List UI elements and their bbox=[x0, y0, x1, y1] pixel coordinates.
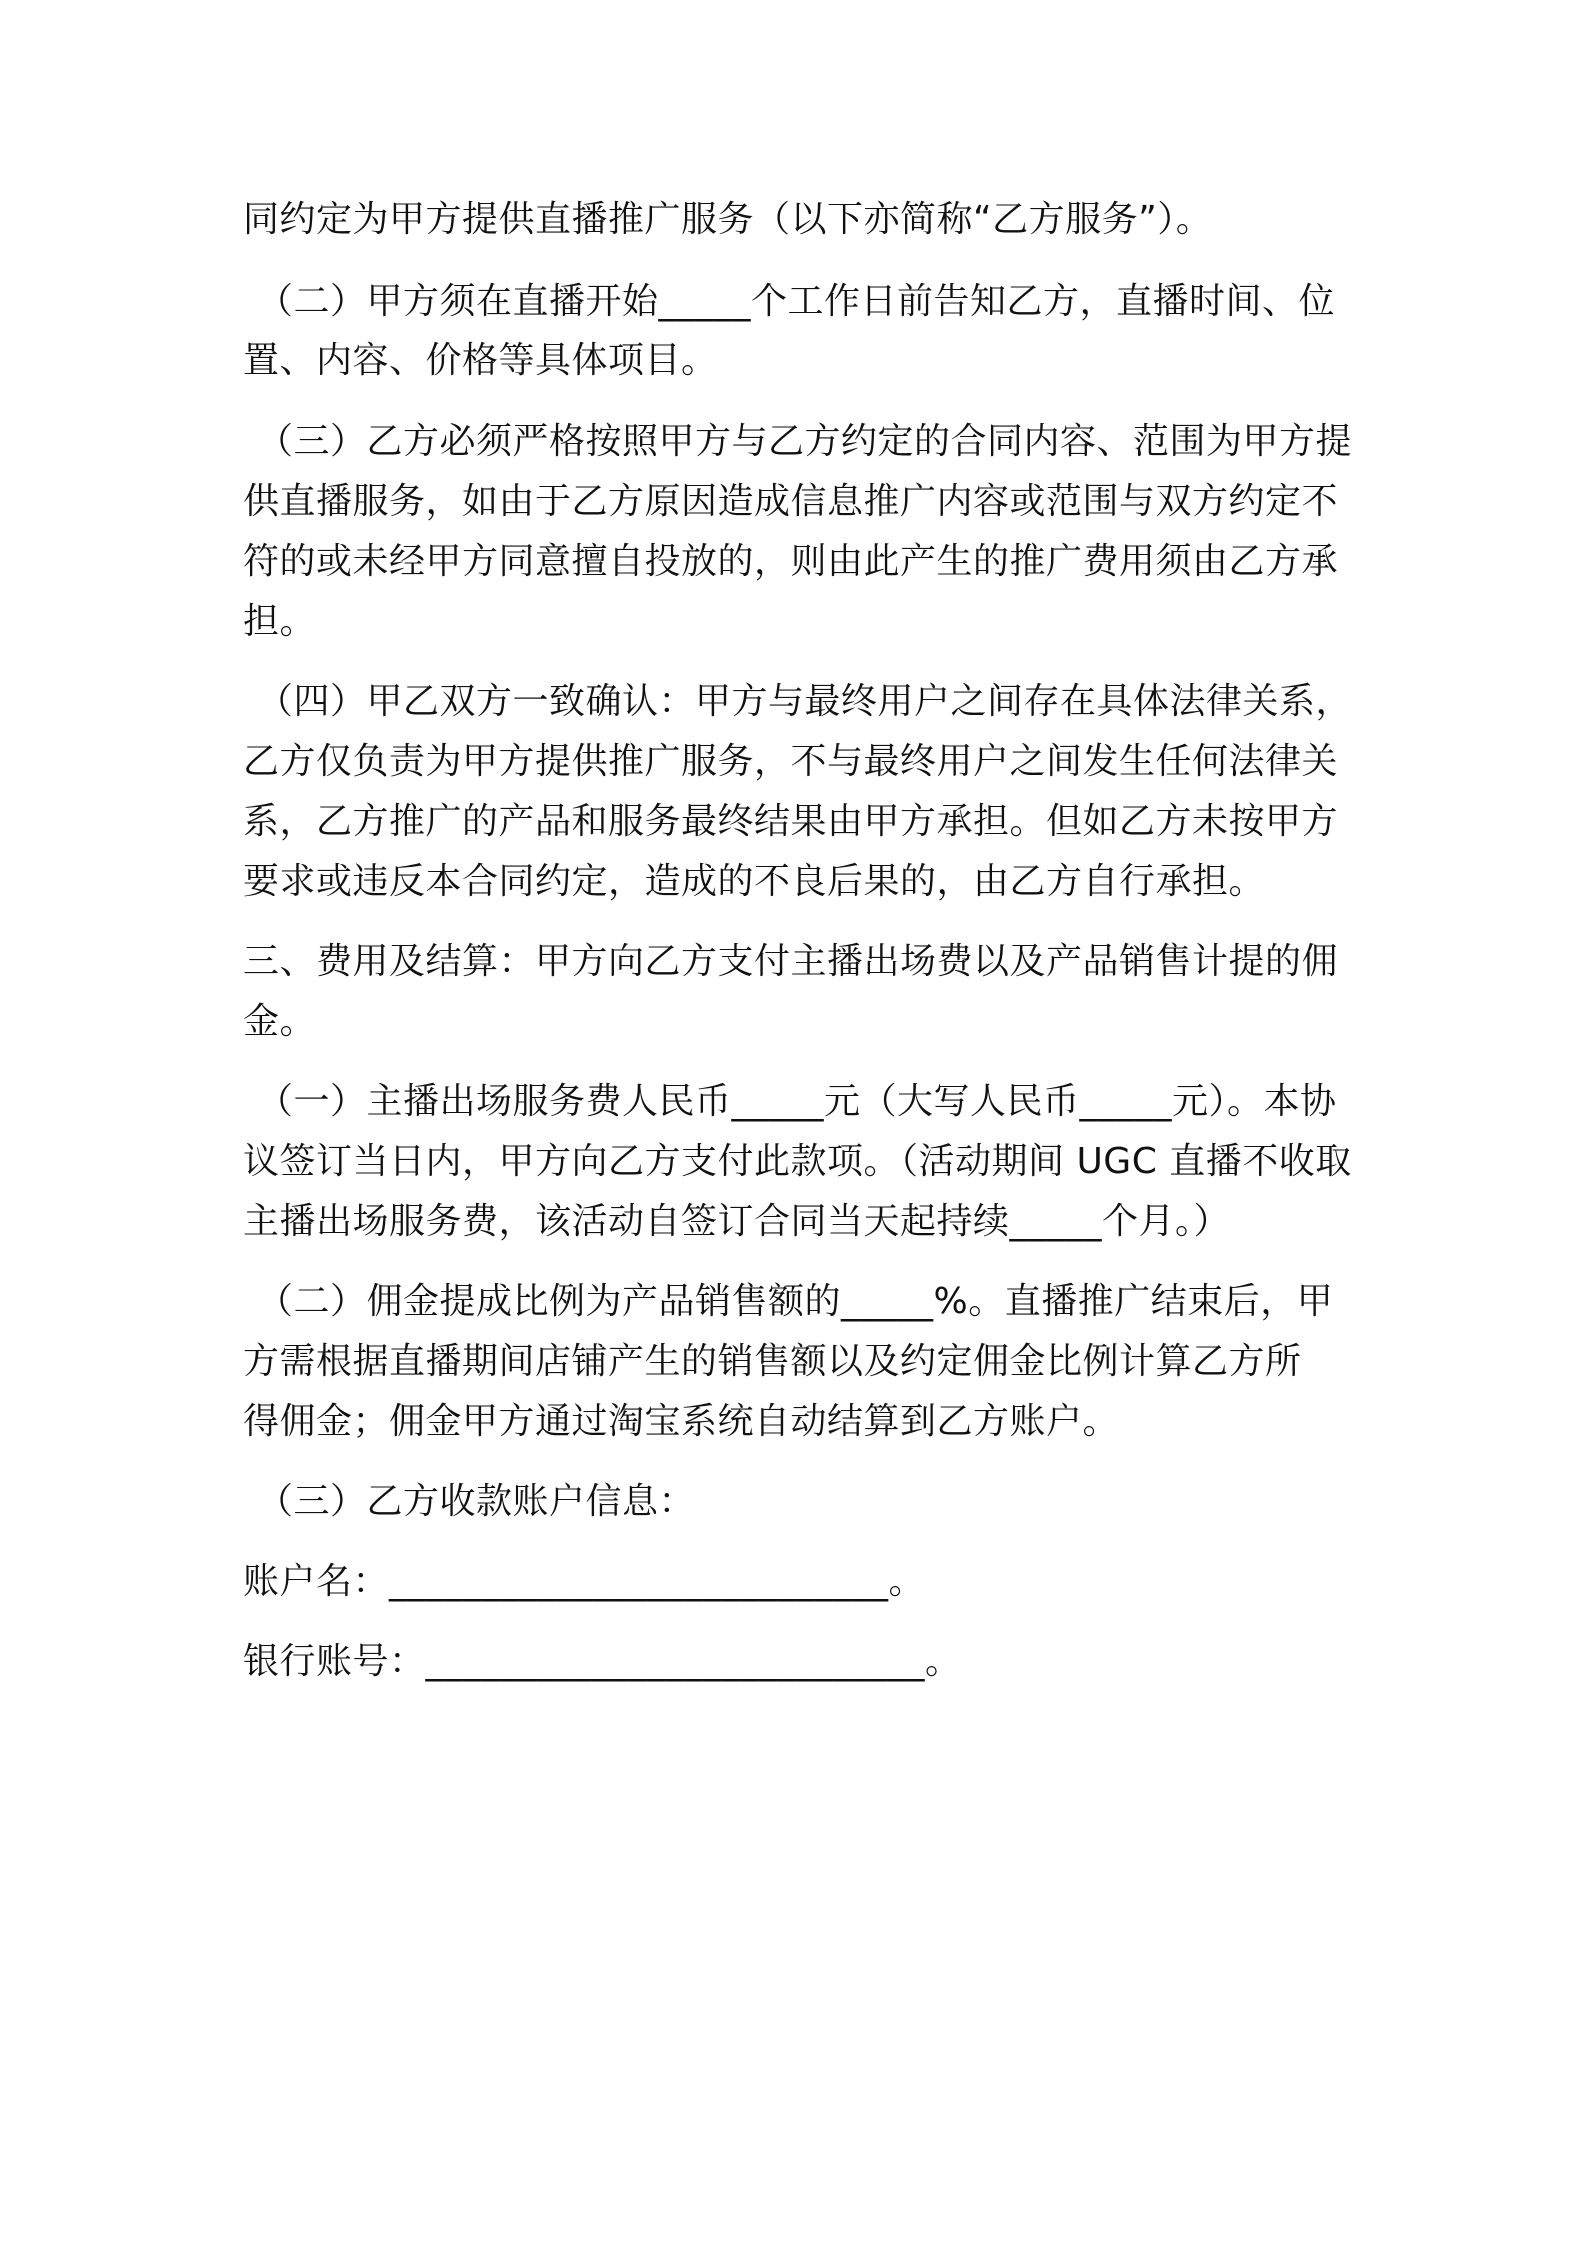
paragraph-line: 方需根据直播期间店铺产生的销售额以及约定佣金比例计算乙方所 bbox=[243, 1341, 1302, 1382]
paragraph-line: 乙方仅负责为甲方提供推广服务，不与最终用户之间发生任何法律关 bbox=[243, 741, 1339, 782]
paragraph-line: 系，乙方推广的产品和服务最终结果由甲方承担。但如乙方未按甲方 bbox=[243, 801, 1339, 842]
paragraph-line: 符的或未经甲方同意擅自投放的，则由此产生的推广费用须由乙方承 bbox=[243, 541, 1339, 582]
paragraph-line: 置、内容、价格等具体项目。 bbox=[243, 340, 718, 381]
paragraph-line: （二）佣金提成比例为产品销售额的_____%。直播推广结束后，甲 bbox=[257, 1281, 1334, 1322]
paragraph-line: 主播出场服务费，该活动自签订合同当天起持续_____个月。） bbox=[243, 1201, 1231, 1242]
paragraph-line: 供直播服务，如由于乙方原因造成信息推广内容或范围与双方约定不 bbox=[243, 481, 1339, 522]
paragraph-line: （二）甲方须在直播开始_____个工作日前告知乙方，直播时间、位 bbox=[257, 281, 1336, 322]
paragraph-line: 要求或违反本合同约定，造成的不良后果的，由乙方自行承担。 bbox=[243, 861, 1266, 902]
section-heading-line: 三、费用及结算：甲方向乙方支付主播出场费以及产品销售计提的佣 bbox=[243, 941, 1339, 982]
paragraph-line: （三）乙方必须严格按照甲方与乙方约定的合同内容、范围为甲方提 bbox=[257, 421, 1353, 462]
paragraph-line: 同约定为甲方提供直播推广服务（以下亦简称“乙方服务”）。 bbox=[243, 199, 1213, 240]
paragraph-line: 担。 bbox=[243, 601, 317, 642]
paragraph-line: 得佣金；佣金甲方通过淘宝系统自动结算到乙方账户。 bbox=[243, 1401, 1120, 1442]
paragraph-line: （三）乙方收款账户信息： bbox=[257, 1481, 696, 1522]
paragraph-line: （一）主播出场服务费人民币_____元（大写人民币_____元）。本协 bbox=[257, 1081, 1337, 1122]
paragraph-line: （四）甲乙双方一致确认：甲方与最终用户之间存在具体法律关系， bbox=[257, 681, 1353, 722]
paragraph-line: 金。 bbox=[243, 1001, 317, 1042]
paragraph-line: 议签订当日内，甲方向乙方支付此款项。（活动期间 UGC 直播不收取 bbox=[243, 1141, 1352, 1182]
bank-account-line: 银行账号：___________________________。 bbox=[243, 1641, 962, 1682]
account-name-line: 账户名：___________________________。 bbox=[243, 1561, 926, 1602]
